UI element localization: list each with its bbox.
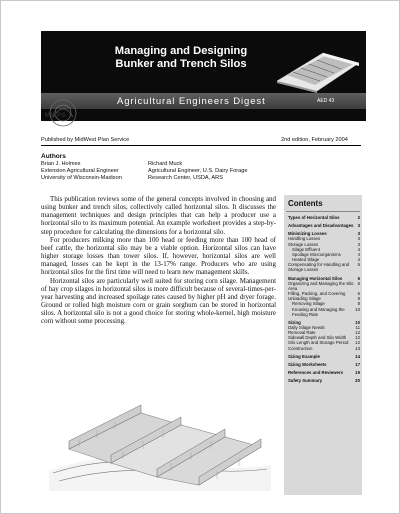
introduction-text [41,195,276,326]
contents-entry [284,262,362,272]
contents-entry-page: 8 [357,296,360,302]
contents-entry-page: 5 [357,262,360,268]
author-2-role: Agricultural Engineer, U.S. Dairy Forage [148,168,248,175]
contents-entry-page: 3 [357,223,360,229]
contents-entry-label: Sidewall Depth and Silo Width [288,335,347,341]
contents-entry [284,215,362,220]
contents-entry [284,354,362,359]
author-2-org: Research Center, USDA, ARS [148,175,223,182]
edition-line: 2nd edition, February 2004 [281,137,348,143]
contents-entry-label: Managing Horizontal Silos [288,275,343,281]
authors-heading: Authors [41,153,66,160]
contents-entry-label: Sizing Example [288,353,320,359]
series-code: AED 43 [317,98,335,104]
contents-entry [284,370,362,375]
contents-entry [284,362,362,367]
contents-entry [284,223,362,228]
author-1-role: Extension Agricultural Engineer [41,168,119,175]
contents-entry-page: 5 [357,275,360,281]
horizontal-silo-illustration [49,353,271,491]
contents-entry [284,378,362,383]
contents-entry-label: Sizing Worksheets [288,361,327,367]
contents-entry-label: Spoilage Microorganisms [292,251,341,257]
contents-entry-label: Removing Silage [292,301,325,307]
contents-entry-label: Minimizing Losses [288,231,327,237]
contents-entry-label: Compensating for Handling and Storage Losses [288,262,350,273]
author-1-org: University of Wisconsin-Madison [41,175,122,182]
contents-entry-page: 3 [357,241,360,247]
contents-entry-page: 8 [357,301,360,307]
contents-entry-page: 10 [355,319,360,325]
author-1 [41,161,122,182]
title-line-2: Bunker and Trench Silos [115,58,247,70]
title-line-1: Managing and Designing [114,45,248,57]
contents-entry-page: 10 [355,306,360,312]
mwps-logo-text: MWPS [45,113,67,119]
contents-entry-page: 6 [357,280,360,286]
contents-entry-label: Sizing [288,319,301,325]
contents-list [284,215,362,383]
contents-entry-page: 11 [355,324,360,330]
contents-entry-page: 14 [355,353,360,359]
contents-entry-label: Filling, Packing, and Covering [288,291,346,297]
contents-entry-label: Silo Length and Storage Period [288,340,349,346]
document-title [101,45,261,71]
contents-entry-label: Knowing and Managing the Feeding Rate [292,306,345,317]
contents-entry-page: 2 [357,215,360,220]
contents-entry-label: Safety Summary [288,378,323,384]
contents-entry-page: 4 [357,257,360,263]
contents-entry-page: 12 [355,340,360,346]
contents-entry-page: 13 [355,345,360,351]
contents-divider [286,211,360,212]
contents-entry-page: 3 [357,231,360,237]
author-2 [148,161,248,182]
contents-entry-label: Silage Effluent [292,246,320,252]
contents-entry [284,346,362,351]
bunker-silo-illustration [273,41,361,93]
contents-entry [284,307,362,317]
contents-sidebar [284,195,362,495]
contents-entry-label: Organizing and Managing the Silo Area [288,280,354,291]
contents-entry-label: Handling Losses [288,236,321,242]
contents-entry-page: 12 [355,330,360,336]
publisher-line: Published by MidWest Plan Service [41,137,130,143]
author-1-name: Brian J. Holmes [41,161,81,167]
contents-entry-label: Heated Silage [292,257,320,263]
intro-paragraph-3: Horizontal silos are particularly well suited for storing corn silage. Management of hay crop silages in horizontal silos is more difficult because of several-times-per-year harvesting and increased spoilage rates caused by higher pH and dryer forage. Ground or rolled high moisture corn or grain sorghum can be stored in horizontal silos. A horizontal silo is not a good choice for storing whole-kernel, high moisture corn without some processing. [41,276,276,326]
contents-entry-page: 12 [355,335,360,341]
contents-entry-label: Removal Rate [288,330,316,336]
contents-entry-label: Advantages and Disadvantages [288,223,354,229]
contents-entry-page: 19 [355,370,360,376]
contents-entry-page: 6 [357,291,360,297]
contents-entry-page: 20 [355,378,360,384]
contents-entry-label: Unloading Silage [288,296,321,302]
contents-entry-label: Construction [288,345,313,351]
contents-entry-label: Storage Losses [288,241,319,247]
contents-entry-page: 4 [357,251,360,257]
intro-paragraph-1: This publication reviews some of the general concepts involved in choosing and using bunker and trench silos, collectively called horizontal silos. It discusses the management techniques and design principles that can help a producer use a horizontal silo to its maximum potential. An example worksheet provides a step-by-step procedure for calculating the dimensions for a horizontal silo. [41,195,276,236]
series-name: Agricultural Engineers Digest [117,96,266,107]
contents-entry-page: 3 [357,236,360,242]
contents-entry-page: 4 [357,246,360,252]
header-divider [41,145,361,146]
contents-entry-label: Types of Horizontal Silos [288,215,340,220]
intro-paragraph-2: For producers milking more than 100 head or feeding more than 100 head of beef cattle, the horizontal silo may be a viable option. Horizontal silos can have higher storage losses than tower silos. If, however, horizontal silos are well managed, losses can be kept in the 13-17% range. Producers who are using horizontal silos for the first time will need to learn new management skills. [41,235,276,277]
contents-heading: Contents [288,199,323,208]
contents-entry-page: 17 [355,361,360,367]
author-2-name: Richard Muck [148,161,183,167]
contents-entry-label: Daily Silage Needs [288,324,325,330]
contents-entry-label: References and Reviewers [288,370,344,376]
contents-entry [284,281,362,291]
